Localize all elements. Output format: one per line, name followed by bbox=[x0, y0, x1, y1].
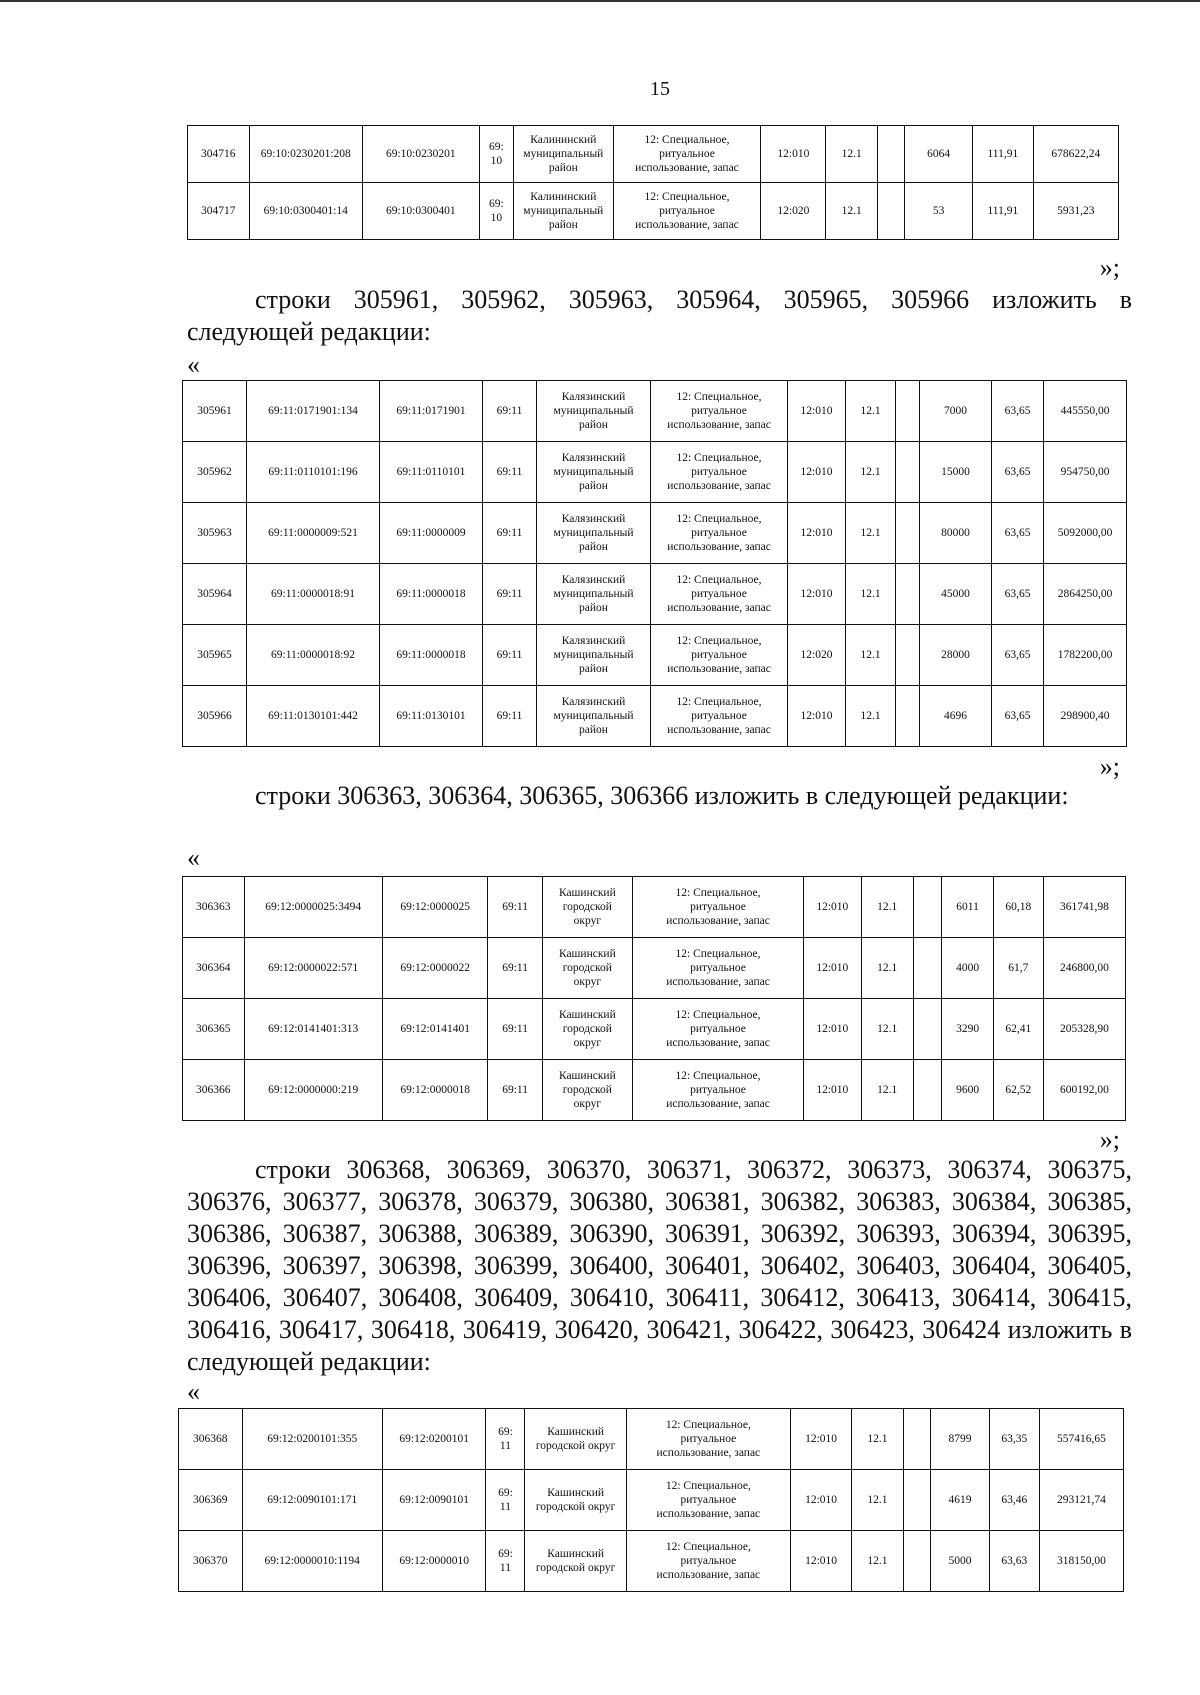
opening-quote: « bbox=[187, 843, 200, 872]
cadastral-number: 69:12:0200101:355 bbox=[242, 1409, 382, 1470]
code-2: 12.1 bbox=[861, 999, 913, 1060]
region-code: 69:11 bbox=[483, 503, 537, 564]
code-1: 12:010 bbox=[790, 1531, 851, 1592]
code-1: 12:020 bbox=[761, 183, 826, 240]
district-name: Кашинский городской округ bbox=[542, 877, 632, 938]
cadastral-number: 69:12:0000000:219 bbox=[244, 1060, 382, 1121]
region-code: 69: 11 bbox=[486, 1531, 525, 1592]
cadastral-quarter: 69:12:0000022 bbox=[382, 938, 488, 999]
code-1: 12:010 bbox=[788, 686, 846, 747]
section-4-intro: строки 306368, 306369, 306370, 306371, 306372, 306373, 306374, 306375, 306376, 306377, 306378, 306379, 306380, 306381, 306382, 306383, 306384, 306385, 306386, 306387, 306388, 306389, 306390, 306391, 306392, 306393, 306394, 306395, 306396, 306397, 306398, 306399, 306400, 306401, 306402, 306403, 306404, 306405, 306406, 306407, 306408, 306409, 306410, 306411, 306412, 306413, 306414, 306415, 306416, 306417, 306418, 306419, 306420, 306421, 306422, 306423, 306424 изложить в следующей редакции: bbox=[187, 1155, 1132, 1376]
table-row bbox=[183, 999, 1126, 1060]
cadastral-value: 205328,90 bbox=[1043, 999, 1125, 1060]
cadastral-quarter: 69:12:0090101 bbox=[382, 1470, 486, 1531]
land-category: 12: Специальное, ритуальное использование, запас bbox=[651, 564, 788, 625]
empty-cell bbox=[878, 126, 905, 183]
code-2: 12.1 bbox=[861, 938, 913, 999]
land-category: 12: Специальное, ритуальное использование, запас bbox=[626, 1531, 790, 1592]
area: 8799 bbox=[931, 1409, 989, 1470]
empty-cell bbox=[903, 1409, 931, 1470]
land-category: 12: Специальное, ритуальное использование, запас bbox=[626, 1470, 790, 1531]
cadastral-number: 69:11:0171901:134 bbox=[247, 381, 380, 442]
area: 3290 bbox=[942, 999, 993, 1060]
specific-value: 63,65 bbox=[992, 686, 1044, 747]
code-1: 12:010 bbox=[804, 999, 861, 1060]
code-1: 12:010 bbox=[788, 564, 846, 625]
row-number: 306364 bbox=[183, 938, 245, 999]
cadastral-value: 445550,00 bbox=[1044, 381, 1127, 442]
row-number: 305965 bbox=[183, 625, 247, 686]
specific-value: 111,91 bbox=[973, 126, 1033, 183]
district-name: Кашинский городской округ bbox=[525, 1531, 626, 1592]
district-name: Калязинский муниципальный район bbox=[537, 503, 651, 564]
code-2: 12.1 bbox=[846, 564, 896, 625]
row-number: 305962 bbox=[183, 442, 247, 503]
code-2: 12.1 bbox=[861, 877, 913, 938]
land-category: 12: Специальное, ритуальное использование, запас bbox=[651, 503, 788, 564]
cadastral-number: 69:10:0230201:208 bbox=[249, 126, 362, 183]
cadastral-quarter: 69:11:0000018 bbox=[380, 564, 483, 625]
empty-cell bbox=[896, 686, 920, 747]
cadastral-number: 69:12:0141401:313 bbox=[244, 999, 382, 1060]
district-name: Калязинский муниципальный район bbox=[537, 625, 651, 686]
specific-value: 63,65 bbox=[992, 381, 1044, 442]
area: 4696 bbox=[920, 686, 992, 747]
empty-cell bbox=[896, 625, 920, 686]
table-row bbox=[183, 938, 1126, 999]
code-1: 12:010 bbox=[788, 442, 846, 503]
land-table-1 bbox=[187, 125, 1119, 240]
table-row bbox=[188, 183, 1119, 240]
cadastral-quarter: 69:11:0110101 bbox=[380, 442, 483, 503]
row-number: 306363 bbox=[183, 877, 245, 938]
land-table-3 bbox=[182, 876, 1126, 1121]
code-2: 12.1 bbox=[826, 126, 878, 183]
cadastral-number: 69:12:0000010:1194 bbox=[242, 1531, 382, 1592]
code-2: 12.1 bbox=[846, 381, 896, 442]
code-1: 12:010 bbox=[788, 381, 846, 442]
region-code: 69:11 bbox=[488, 877, 542, 938]
specific-value: 61,7 bbox=[993, 938, 1043, 999]
code-2: 12.1 bbox=[826, 183, 878, 240]
area: 15000 bbox=[920, 442, 992, 503]
empty-cell bbox=[913, 877, 942, 938]
code-1: 12:010 bbox=[761, 126, 826, 183]
cadastral-number: 69:12:0000025:3494 bbox=[244, 877, 382, 938]
code-2: 12.1 bbox=[846, 686, 896, 747]
empty-cell bbox=[878, 183, 905, 240]
district-name: Калининский муниципальный район bbox=[514, 183, 613, 240]
table-row bbox=[183, 1060, 1126, 1121]
cadastral-quarter: 69:10:0300401 bbox=[362, 183, 479, 240]
code-1: 12:010 bbox=[804, 1060, 861, 1121]
area: 5000 bbox=[931, 1531, 989, 1592]
opening-quote: « bbox=[187, 350, 200, 379]
code-1: 12:010 bbox=[790, 1470, 851, 1531]
specific-value: 62,41 bbox=[993, 999, 1043, 1060]
region-code: 69:11 bbox=[488, 999, 542, 1060]
code-2: 12.1 bbox=[846, 625, 896, 686]
code-1: 12:010 bbox=[790, 1409, 851, 1470]
specific-value: 62,52 bbox=[993, 1060, 1043, 1121]
cadastral-value: 600192,00 bbox=[1043, 1060, 1125, 1121]
region-code: 69: 10 bbox=[479, 183, 514, 240]
cadastral-number: 69:11:0000018:91 bbox=[247, 564, 380, 625]
region-code: 69:11 bbox=[483, 564, 537, 625]
specific-value: 63,65 bbox=[992, 564, 1044, 625]
region-code: 69:11 bbox=[483, 686, 537, 747]
code-2: 12.1 bbox=[846, 442, 896, 503]
page-number: 15 bbox=[650, 78, 670, 100]
empty-cell bbox=[913, 999, 942, 1060]
code-1: 12:010 bbox=[788, 503, 846, 564]
district-name: Калязинский муниципальный район bbox=[537, 564, 651, 625]
cadastral-value: 318150,00 bbox=[1039, 1531, 1123, 1592]
cadastral-quarter: 69:11:0000009 bbox=[380, 503, 483, 564]
land-category: 12: Специальное, ритуальное использование, запас bbox=[651, 442, 788, 503]
cadastral-value: 5931,23 bbox=[1033, 183, 1118, 240]
empty-cell bbox=[896, 442, 920, 503]
empty-cell bbox=[913, 938, 942, 999]
cadastral-number: 69:11:0110101:196 bbox=[247, 442, 380, 503]
table-row bbox=[179, 1531, 1124, 1592]
empty-cell bbox=[913, 1060, 942, 1121]
cadastral-value: 5092000,00 bbox=[1044, 503, 1127, 564]
table-row bbox=[179, 1470, 1124, 1531]
cadastral-quarter: 69:12:0200101 bbox=[382, 1409, 486, 1470]
district-name: Кашинский городской округ bbox=[525, 1470, 626, 1531]
area: 6011 bbox=[942, 877, 993, 938]
area: 4619 bbox=[931, 1470, 989, 1531]
specific-value: 63,46 bbox=[989, 1470, 1039, 1531]
table-row bbox=[188, 126, 1119, 183]
area: 6064 bbox=[905, 126, 973, 183]
region-code: 69:11 bbox=[483, 625, 537, 686]
section-2-intro: строки 305961, 305962, 305963, 305964, 305965, 305966 изложить в следующей редакции: bbox=[187, 285, 1132, 346]
cadastral-quarter: 69:11:0000018 bbox=[380, 625, 483, 686]
section-3-intro: строки 306363, 306364, 306365, 306366 изложить в следующей редакции: bbox=[255, 781, 1069, 810]
district-name: Калязинский муниципальный район bbox=[537, 381, 651, 442]
cadastral-quarter: 69:10:0230201 bbox=[362, 126, 479, 183]
row-number: 306369 bbox=[179, 1470, 243, 1531]
land-category: 12: Специальное, ритуальное использование, запас bbox=[626, 1409, 790, 1470]
district-name: Кашинский городской округ bbox=[542, 938, 632, 999]
row-number: 305966 bbox=[183, 686, 247, 747]
land-category: 12: Специальное, ритуальное использование, запас bbox=[651, 625, 788, 686]
cadastral-value: 678622,24 bbox=[1033, 126, 1118, 183]
row-number: 304716 bbox=[188, 126, 250, 183]
cadastral-value: 298900,40 bbox=[1044, 686, 1127, 747]
empty-cell bbox=[903, 1531, 931, 1592]
empty-cell bbox=[896, 503, 920, 564]
table-row bbox=[183, 564, 1127, 625]
land-category: 12: Специальное, ритуальное использование, запас bbox=[632, 1060, 803, 1121]
row-number: 304717 bbox=[188, 183, 250, 240]
area: 45000 bbox=[920, 564, 992, 625]
code-1: 12:010 bbox=[804, 877, 861, 938]
empty-cell bbox=[896, 564, 920, 625]
cadastral-value: 361741,98 bbox=[1043, 877, 1125, 938]
cadastral-number: 69:12:0090101:171 bbox=[242, 1470, 382, 1531]
cadastral-number: 69:12:0000022:571 bbox=[244, 938, 382, 999]
empty-cell bbox=[896, 381, 920, 442]
table-row bbox=[183, 625, 1127, 686]
region-code: 69: 11 bbox=[486, 1470, 525, 1531]
cadastral-quarter: 69:12:0000025 bbox=[382, 877, 488, 938]
area: 28000 bbox=[920, 625, 992, 686]
code-2: 12.1 bbox=[861, 1060, 913, 1121]
cadastral-number: 69:10:0300401:14 bbox=[249, 183, 362, 240]
cadastral-value: 2864250,00 bbox=[1044, 564, 1127, 625]
region-code: 69:11 bbox=[488, 938, 542, 999]
district-name: Калязинский муниципальный район bbox=[537, 442, 651, 503]
row-number: 306365 bbox=[183, 999, 245, 1060]
land-category: 12: Специальное, ритуальное использование, запас bbox=[632, 999, 803, 1060]
cadastral-quarter: 69:12:0000018 bbox=[382, 1060, 488, 1121]
land-category: 12: Специальное, ритуальное использование, запас bbox=[613, 126, 761, 183]
cadastral-value: 954750,00 bbox=[1044, 442, 1127, 503]
opening-quote: « bbox=[187, 1377, 200, 1406]
table-row bbox=[183, 381, 1127, 442]
empty-cell bbox=[903, 1470, 931, 1531]
page-top-edge bbox=[0, 0, 1200, 2]
row-number: 305961 bbox=[183, 381, 247, 442]
region-code: 69:11 bbox=[488, 1060, 542, 1121]
specific-value: 63,65 bbox=[992, 503, 1044, 564]
land-category: 12: Специальное, ритуальное использование, запас bbox=[632, 877, 803, 938]
table-row bbox=[183, 686, 1127, 747]
land-category: 12: Специальное, ритуальное использование, запас bbox=[632, 938, 803, 999]
land-category: 12: Специальное, ритуальное использование, запас bbox=[651, 686, 788, 747]
code-2: 12.1 bbox=[852, 1470, 903, 1531]
table-row bbox=[183, 877, 1126, 938]
specific-value: 60,18 bbox=[993, 877, 1043, 938]
area: 4000 bbox=[942, 938, 993, 999]
district-name: Калязинский муниципальный район bbox=[537, 686, 651, 747]
cadastral-value: 246800,00 bbox=[1043, 938, 1125, 999]
table-row bbox=[183, 503, 1127, 564]
cadastral-number: 69:11:0130101:442 bbox=[247, 686, 380, 747]
row-number: 306370 bbox=[179, 1531, 243, 1592]
cadastral-quarter: 69:11:0130101 bbox=[380, 686, 483, 747]
row-number: 305963 bbox=[183, 503, 247, 564]
land-table-2 bbox=[182, 380, 1127, 747]
specific-value: 63,35 bbox=[989, 1409, 1039, 1470]
closing-quote: »; bbox=[1099, 752, 1120, 781]
code-2: 12.1 bbox=[852, 1531, 903, 1592]
row-number: 305964 bbox=[183, 564, 247, 625]
row-number: 306366 bbox=[183, 1060, 245, 1121]
region-code: 69: 10 bbox=[479, 126, 514, 183]
cadastral-quarter: 69:11:0171901 bbox=[380, 381, 483, 442]
land-category: 12: Специальное, ритуальное использование, запас bbox=[651, 381, 788, 442]
code-2: 12.1 bbox=[846, 503, 896, 564]
cadastral-quarter: 69:12:0141401 bbox=[382, 999, 488, 1060]
region-code: 69:11 bbox=[483, 442, 537, 503]
region-code: 69:11 bbox=[483, 381, 537, 442]
district-name: Кашинский городской округ bbox=[542, 1060, 632, 1121]
cadastral-value: 293121,74 bbox=[1039, 1470, 1123, 1531]
code-1: 12:020 bbox=[788, 625, 846, 686]
specific-value: 63,65 bbox=[992, 442, 1044, 503]
area: 7000 bbox=[920, 381, 992, 442]
district-name: Калининский муниципальный район bbox=[514, 126, 613, 183]
specific-value: 63,63 bbox=[989, 1531, 1039, 1592]
code-2: 12.1 bbox=[852, 1409, 903, 1470]
district-name: Кашинский городской округ bbox=[542, 999, 632, 1060]
land-table-4 bbox=[178, 1408, 1124, 1592]
cadastral-number: 69:11:0000018:92 bbox=[247, 625, 380, 686]
table-row bbox=[179, 1409, 1124, 1470]
specific-value: 111,91 bbox=[973, 183, 1033, 240]
specific-value: 63,65 bbox=[992, 625, 1044, 686]
table-row bbox=[183, 442, 1127, 503]
area: 9600 bbox=[942, 1060, 993, 1121]
district-name: Кашинский городской округ bbox=[525, 1409, 626, 1470]
cadastral-value: 557416,65 bbox=[1039, 1409, 1123, 1470]
row-number: 306368 bbox=[179, 1409, 243, 1470]
cadastral-value: 1782200,00 bbox=[1044, 625, 1127, 686]
closing-quote: »; bbox=[1099, 253, 1120, 282]
cadastral-number: 69:11:0000009:521 bbox=[247, 503, 380, 564]
region-code: 69: 11 bbox=[486, 1409, 525, 1470]
area: 53 bbox=[905, 183, 973, 240]
cadastral-quarter: 69:12:0000010 bbox=[382, 1531, 486, 1592]
code-1: 12:010 bbox=[804, 938, 861, 999]
closing-quote: »; bbox=[1099, 1125, 1120, 1154]
land-category: 12: Специальное, ритуальное использование, запас bbox=[613, 183, 761, 240]
area: 80000 bbox=[920, 503, 992, 564]
